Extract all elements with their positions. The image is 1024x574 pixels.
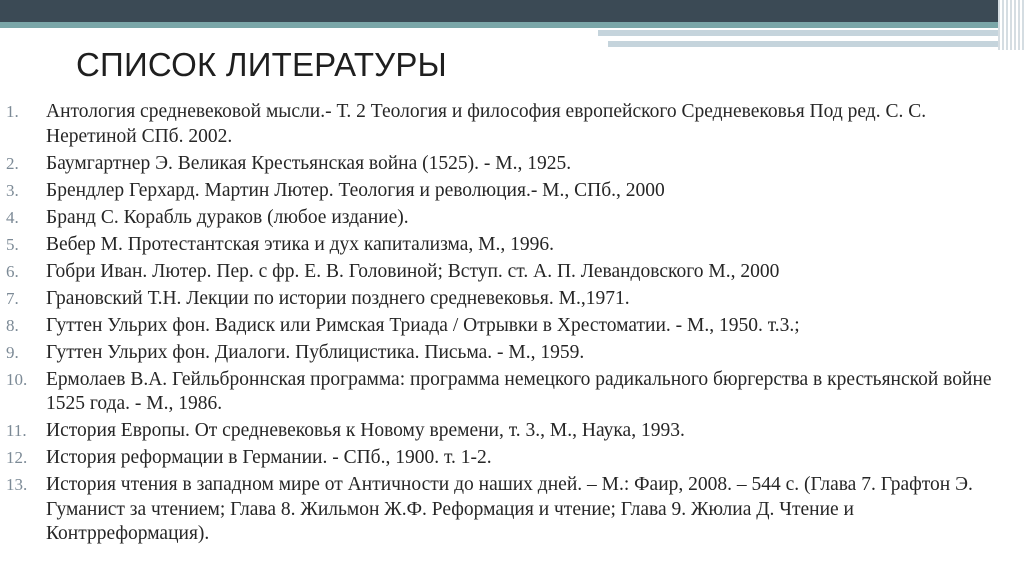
item-number: 11. (6, 421, 27, 440)
decorative-lines (998, 0, 1024, 50)
item-number: 9. (6, 342, 19, 362)
item-number: 7. (6, 288, 19, 308)
item-number: 12. (6, 448, 28, 467)
item-number: 1. (6, 102, 19, 121)
list-item (6, 100, 1016, 149)
item-text: Антология средневековой мысли.- Т. 2 Теология и философия европейского Средневековья Под ред. С. С. Неретиной СПб. 2002. (46, 101, 927, 147)
item-text: Гуттен Ульрих фон. Вадиск или Римская Триада / Отрывки в Хрестоматии. - М., 1950. т.3.; (46, 314, 800, 336)
item-text: Баумгартнер Э. Великая Крестьянская война (1525). - М., 1925. (46, 152, 572, 174)
top-stripe (0, 22, 1024, 28)
list-item (6, 287, 1016, 312)
item-number: 3. (6, 180, 19, 200)
slide-title: СПИСОК ЛИТЕРАТУРЫ (76, 46, 447, 83)
list-item (6, 341, 1016, 366)
item-number: 13. (6, 475, 28, 494)
header-accent-bar (598, 30, 998, 36)
item-text: Вебер М. Протестантская этика и дух капитализма, М., 1996. (46, 233, 554, 255)
item-number: 6. (6, 261, 19, 281)
item-number: 5. (6, 234, 19, 254)
item-text: История Европы. От средневековья к Новому времени, т. 3., М., Наука, 1993. (46, 420, 685, 441)
item-text: Гуттен Ульрих фон. Диалоги. Публицистика. Письма. - М., 1959. (46, 341, 585, 363)
list-item (6, 368, 1016, 417)
item-text: Грановский Т.Н. Лекции по истории позднего средневековья. М.,1971. (46, 287, 630, 309)
top-bar (0, 0, 1024, 22)
item-text: Бранд С. Корабль дураков (любое издание). (46, 206, 409, 228)
item-text: История чтения в западном мире от Античности до наших дней. – М.: Фаир, 2008. – 544 с. (Глава 7. Графтон Э. Гуманист за чтением; Глава 8. Жильмон Ж.Ф. Реформация и чтение; Глава 9. Жюлиа Д. Чтение и Контрреформация). (46, 474, 973, 544)
list-item (6, 314, 1016, 339)
item-text: Гобри Иван. Лютер. Пер. с фр. Е. В. Головиной; Вступ. ст. А. П. Левандовского М., 2000 (46, 260, 780, 282)
item-number: 4. (6, 207, 19, 227)
list-item (6, 206, 1016, 231)
item-text: Брендлер Герхард. Мартин Лютер. Теология и революция.- М., СПб., 2000 (46, 179, 665, 201)
item-number: 2. (6, 153, 19, 173)
list-item (6, 179, 1016, 204)
list-item (6, 152, 1016, 177)
item-number: 10. (6, 369, 28, 389)
item-number: 8. (6, 315, 19, 335)
list-item (6, 473, 1016, 547)
item-text: Ермолаев В.А. Гейльброннская программа: программа немецкого радикального бюргерства в крестьянской войне 1525 года. - М., 1986. (46, 368, 992, 414)
list-item (6, 260, 1016, 285)
header-accent-bar-lower (608, 41, 998, 47)
reference-list (6, 100, 1016, 549)
item-text: История реформации в Германии. - СПб., 1900. т. 1-2. (46, 447, 492, 468)
list-item (6, 446, 1016, 471)
list-item (6, 233, 1016, 258)
list-item (6, 419, 1016, 444)
